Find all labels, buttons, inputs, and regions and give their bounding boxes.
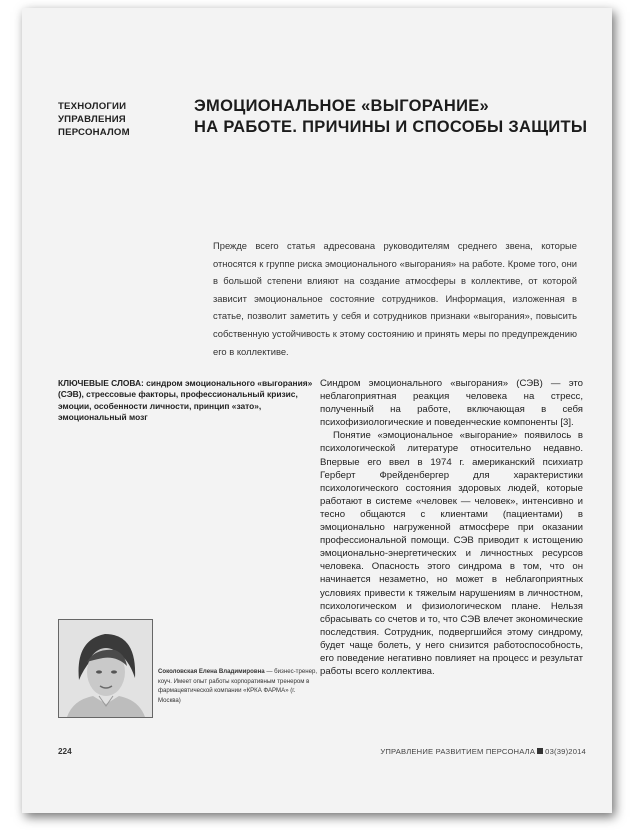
footer-journal (380, 747, 586, 756)
section-line-1: ТЕХНОЛОГИИ (58, 101, 127, 112)
author-name: Соколовская Елена Владимировна (158, 668, 265, 675)
author-caption (158, 667, 318, 705)
section-line-3: ПЕРСОНАЛОМ (58, 127, 130, 138)
square-separator-icon (537, 748, 543, 754)
body-text (320, 377, 583, 678)
author-portrait-image (59, 620, 152, 717)
lead-paragraph: Прежде всего статья адресована руководителям среднего звена, которые относятся к группе риска эмоционального «выгорания» на работе. Кроме того, они в большой степени влияют на создание атмосферы в коллективе, от которой зависит эмоциональное состояние сотрудников. Информация, изложенная в статье, позволит заметить у себя и сотрудников признаки «выгорания», повысить собственную устойчивость к этому состоянию и принять меры по предупреждению его в коллективе. (213, 240, 577, 357)
journal-issue: 03(39)2014 (545, 747, 586, 756)
keywords: КЛЮЧЕВЫЕ СЛОВА: синдром эмоционального «выгорания» (СЭВ), стрессовые факторы, профессиональный кризис, эмоции, особенности личности, принцип «зато», эмоциональный мозг (58, 378, 313, 423)
author-photo (58, 619, 153, 718)
title-line-2: НА РАБОТЕ. ПРИЧИНЫ И СПОСОБЫ ЗАЩИТЫ (194, 118, 588, 136)
journal-name: УПРАВЛЕНИЕ РАЗВИТИЕМ ПЕРСОНАЛА (380, 747, 536, 756)
section-heading (58, 100, 178, 139)
body-paragraph-1: Синдром эмоционального «выгорания» (СЭВ) — это неблагоприятная реакция человека на стресс, полученный на работе, включающая в себя психофизиологические и поведенческие компоненты [3]. (320, 378, 583, 429)
page-number: 224 (58, 747, 72, 756)
article-title (194, 96, 594, 138)
body-paragraph-2: Понятие «эмоциональное «выгорание» появилось в психологической литературе относительно недавно. Впервые его ввел в 1974 г. американский психиатр Герберт Фрейденбергер для характеристики психологического состояния здоровых людей, которые работают в системе «человек — человек», интенсивно и тесно общаются с клиентами (пациентами) в эмоционально нагруженной атмосфере при оказании профессиональной помощи. СЭВ приводит к истощению эмоционально-энергетических и личностных ресурсов человека. Опасность этого синдрома в том, что он начинается незаметно, но может в неблагоприятных условиях привести к тяжелым нарушениям в личностном, психологическом и физиологическом плане. Нельзя сбрасывать со счетов и то, что СЭВ влечет экономические последствия. Сотрудник, подвергшийся этому синдрому, будет чаще болеть, у него снизится работоспособность, его поведение негативно повлияет на процесс и результат работы всего коллектива. (320, 430, 583, 678)
title-line-1: ЭМОЦИОНАЛЬНОЕ «ВЫГОРАНИЕ» (194, 97, 490, 115)
author-bio: — бизнес-тренер, коуч. Имеет опыт работы корпоративным тренером в фармацевтической компании «КРКА ФАРМА» (г. Москва) (158, 668, 318, 704)
section-line-2: УПРАВЛЕНИЯ (58, 114, 126, 125)
